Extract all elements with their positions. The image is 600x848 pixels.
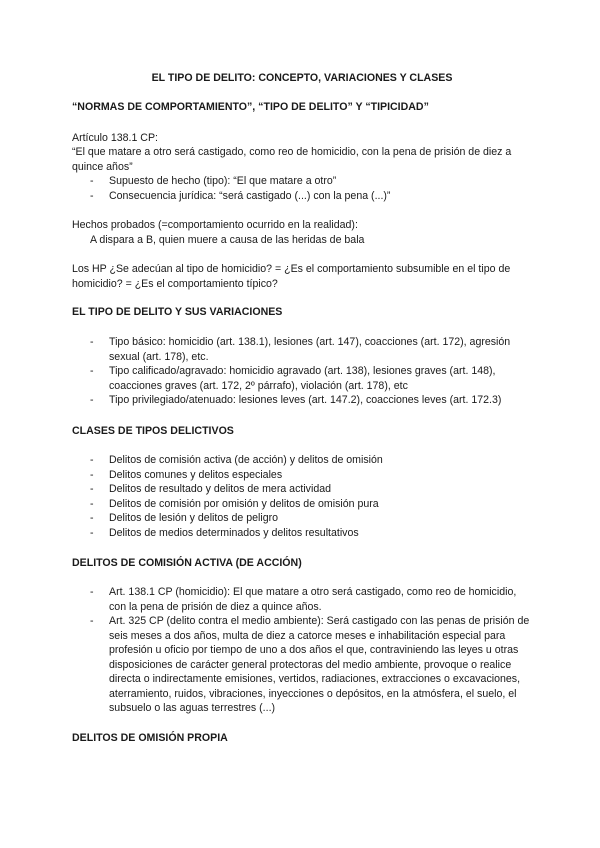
list-item: - Delitos de lesión y delitos de peligro (72, 511, 532, 526)
list-item: - Consecuencia jurídica: “será castigado (...) con la pena (...)” (72, 189, 532, 204)
list-item: - Art. 138.1 CP (homicidio): El que matare a otro será castigado, como reo de homicidio, con la pena de prisión de diez a quince años. (72, 585, 532, 614)
section-heading-normas: “NORMAS DE COMPORTAMIENTO”, “TIPO DE DELITO” Y “TIPICIDAD” (72, 101, 429, 113)
list-item: - Delitos de comisión activa (de acción) y delitos de omisión (72, 453, 532, 468)
list-item: - Tipo privilegiado/atenuado: lesiones leves (art. 147.2), coacciones leves (art. 172.3) (72, 393, 532, 408)
list-item: - Tipo calificado/agravado: homicidio agravado (art. 138), lesiones graves (art. 148), coacciones graves (art. 172, 2º párrafo), violación (art. 178), etc (72, 364, 532, 393)
clases-list (72, 453, 532, 540)
comision-activa-list (72, 585, 532, 716)
section-heading-omision-propia: DELITOS DE OMISIÓN PROPIA (72, 732, 228, 744)
list-item: - Tipo básico: homicidio (art. 138.1), lesiones (art. 147), coacciones (art. 172), agresión sexual (art. 178), etc. (72, 335, 532, 364)
variaciones-list (72, 335, 532, 408)
tipo-bullet-list (72, 174, 532, 203)
list-item: - Delitos de resultado y delitos de mera actividad (72, 482, 532, 497)
list-item: - Art. 325 CP (delito contra el medio ambiente): Será castigado con las penas de prisión de seis meses a dos años, multa de diez a catorce meses e inhabilitación especial para profesión u oficio por tiempo de uno a dos años el que, contraviniendo las leyes u otras disposiciones de carácter general protectoras del medio ambiente, provoque o realice directa o indirectamente emisiones, vertidos, radiaciones, extracciones o excavaciones, aterramiento, ruidos, vibraciones, inyecciones o depósitos, en la atmósfera, el suelo, el subsuelo o las aguas terrestres (...) (72, 614, 532, 716)
list-item: - Delitos comunes y delitos especiales (72, 468, 532, 483)
facts-text: A dispara a B, quien muere a causa de las heridas de bala (90, 234, 365, 246)
list-item: - Supuesto de hecho (tipo): “El que matare a otro” (72, 174, 532, 189)
typicity-question: Los HP ¿Se adecúan al tipo de homicidio? = ¿Es el comportamiento subsumible en el tipo de homicidio? = ¿Es el comportamiento típico? (72, 263, 511, 290)
section-heading-variaciones: EL TIPO DE DELITO Y SUS VARIACIONES (72, 306, 283, 318)
list-item: - Delitos de comisión por omisión y delitos de omisión pura (72, 497, 532, 512)
list-item: - Delitos de medios determinados y delitos resultativos (72, 526, 532, 541)
section-heading-comision-activa: DELITOS DE COMISIÓN ACTIVA (DE ACCIÓN) (72, 557, 302, 569)
section-heading-clases: CLASES DE TIPOS DELICTIVOS (72, 425, 234, 437)
article-label: Artículo 138.1 CP: (72, 132, 158, 144)
document-title: EL TIPO DE DELITO: CONCEPTO, VARIACIONES Y CLASES (151, 72, 453, 84)
article-text: “El que matare a otro será castigado, como reo de homicidio, con la pena de prisión de diez a quince años” (72, 146, 512, 173)
facts-label: Hechos probados (=comportamiento ocurrido en la realidad): (72, 219, 358, 231)
